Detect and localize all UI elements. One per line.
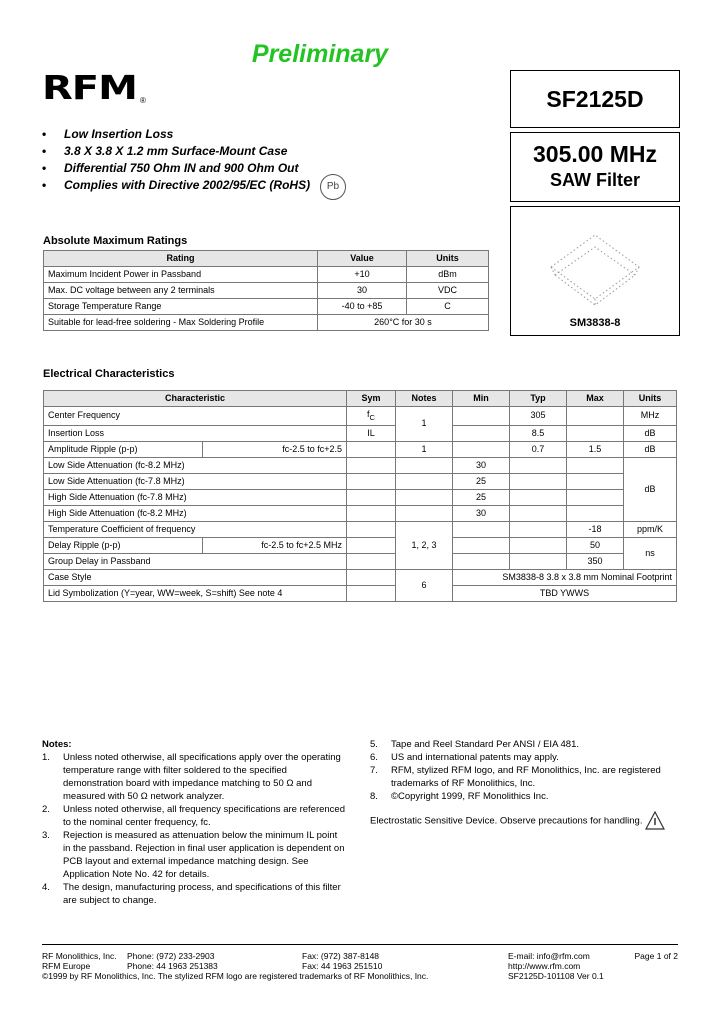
table-cell xyxy=(347,537,396,553)
table-cell: Amplitude Ripple (p-p) xyxy=(44,441,203,457)
table-cell xyxy=(453,553,510,569)
table-cell: ppm/K xyxy=(624,521,677,537)
table-cell: dBm xyxy=(407,267,489,283)
table-cell: dB xyxy=(624,441,677,457)
preliminary-banner: Preliminary xyxy=(251,40,389,68)
symbol: f xyxy=(367,409,370,419)
col-header: Units xyxy=(407,251,489,267)
filter-type: SAW Filter xyxy=(549,170,640,190)
table-cell: 6 xyxy=(396,569,453,601)
rfm-logo: RFM xyxy=(42,69,137,108)
note-text: Rejection is measured as attenuation below the minimum IL point in the passband. Rejection in final user application is dependent on PCB layout and external impedance matching design. See Application Note No. 42 for details. xyxy=(63,830,345,880)
note-item xyxy=(42,803,347,829)
table-cell: 8.5 xyxy=(510,425,567,441)
footer-fax: Fax: 44 1963 251510 xyxy=(302,961,383,971)
table-row xyxy=(44,553,677,569)
symbol-sub: C xyxy=(369,412,375,422)
table-cell xyxy=(396,457,453,473)
table-cell: High Side Attenuation (fc-8.2 MHz) xyxy=(44,505,347,521)
table-header-row xyxy=(44,391,677,407)
table-cell: 50 xyxy=(567,537,624,553)
table-cell: -18 xyxy=(567,521,624,537)
table-cell: Center Frequency xyxy=(44,407,347,426)
note-text: Tape and Reel Standard Per ANSI / EIA 481. xyxy=(391,739,580,750)
notes-right xyxy=(370,738,670,803)
table-cell: 305 xyxy=(510,407,567,426)
table-cell xyxy=(347,505,396,521)
footer-row xyxy=(42,961,678,971)
notes-left xyxy=(42,738,347,907)
esd-text: Electrostatic Sensitive Device. Observe precautions for handling. xyxy=(370,815,643,827)
table-row xyxy=(44,283,489,299)
table-cell xyxy=(347,407,396,426)
table-cell: 30 xyxy=(453,457,510,473)
table-row xyxy=(44,425,677,441)
col-header: Units xyxy=(624,391,677,407)
table-cell: High Side Attenuation (fc-7.8 MHz) xyxy=(44,489,347,505)
table-row xyxy=(44,489,677,505)
table-cell: 350 xyxy=(567,553,624,569)
table-cell xyxy=(567,489,624,505)
note-number: 7. xyxy=(370,765,378,776)
table-cell xyxy=(510,537,567,553)
table-cell: Low Side Attenuation (fc-8.2 MHz) xyxy=(44,457,347,473)
table-cell: fc-2.5 to fc+2.5 MHz xyxy=(202,537,346,553)
table-row xyxy=(44,267,489,283)
note-number: 4. xyxy=(42,882,50,893)
note-number: 1. xyxy=(42,752,50,763)
table-cell: fc-2.5 to fc+2.5 xyxy=(202,441,346,457)
table-cell: dB xyxy=(624,425,677,441)
table-cell: IL xyxy=(347,425,396,441)
note-text: RFM, stylized RFM logo, and RF Monolithics, Inc. are registered trademarks of RF Monolithics, Inc. xyxy=(391,765,661,789)
table-cell: MHz xyxy=(624,407,677,426)
table-cell xyxy=(347,457,396,473)
table-cell: Delay Ripple (p-p) xyxy=(44,537,203,553)
esd-warning xyxy=(370,811,665,831)
note-number: 2. xyxy=(42,804,50,815)
part-number-box xyxy=(510,70,680,128)
footer-fax: Fax: (972) 387-8148 xyxy=(302,951,380,961)
package-label: SM3838-8 xyxy=(569,317,621,329)
footer-company: RFM Europe xyxy=(42,961,91,971)
table-cell: 30 xyxy=(453,505,510,521)
table-cell: ns xyxy=(624,537,677,569)
table-cell: VDC xyxy=(407,283,489,299)
table-cell xyxy=(453,441,510,457)
table-row xyxy=(44,537,677,553)
feature-list xyxy=(42,126,310,194)
table-cell xyxy=(567,473,624,489)
table-cell: SM3838-8 3.8 x 3.8 mm Nominal Footprint xyxy=(453,569,677,585)
table-cell: 1, 2, 3 xyxy=(396,521,453,569)
note-text: Unless noted otherwise, all specifications apply over the operating temperature range with filter soldered to the specified demonstration board with impedance matching to 50 Ω and measured with 50 Ω network analyzer. xyxy=(63,752,341,802)
table-cell xyxy=(567,457,624,473)
table-row xyxy=(44,521,677,537)
note-text: ©Copyright 1999, RF Monolithics Inc. xyxy=(391,791,549,802)
table-cell: Case Style xyxy=(44,569,347,585)
footer-copyright: ©1999 by RF Monolithics, Inc. The stylized RFM logo are registered trademarks of RF Monolithics, Inc. xyxy=(42,971,429,981)
note-number: 5. xyxy=(370,739,378,750)
table-cell xyxy=(347,521,396,537)
note-item xyxy=(370,738,670,751)
note-number: 3. xyxy=(42,830,50,841)
abs-max-table xyxy=(43,250,489,331)
table-cell: +10 xyxy=(318,267,407,283)
elec-table xyxy=(43,390,677,602)
table-cell xyxy=(453,537,510,553)
table-cell xyxy=(347,553,396,569)
table-cell: 260°C for 30 s xyxy=(318,315,489,331)
table-cell xyxy=(510,505,567,521)
package-box xyxy=(510,206,680,336)
table-cell: Group Delay in Passband xyxy=(44,553,347,569)
table-cell xyxy=(396,473,453,489)
note-text: US and international patents may apply. xyxy=(391,752,559,763)
footer-web-link[interactable]: http://www.rfm.com xyxy=(508,961,581,971)
table-cell xyxy=(396,505,453,521)
table-cell: Maximum Incident Power in Passband xyxy=(44,267,318,283)
footer-divider xyxy=(42,944,678,945)
footer-company: RF Monolithics, Inc. xyxy=(42,951,117,961)
table-cell: Temperature Coefficient of frequency xyxy=(44,521,347,537)
footer-phone: Phone: (972) 233-2903 xyxy=(127,951,215,961)
note-number: 8. xyxy=(370,791,378,802)
col-header: Value xyxy=(318,251,407,267)
feature-item: • Low Insertion Loss xyxy=(42,126,310,143)
note-item xyxy=(42,751,347,803)
frequency: 305.00 MHz xyxy=(532,141,657,167)
table-cell xyxy=(347,489,396,505)
table-cell xyxy=(453,521,510,537)
table-cell: Lid Symbolization (Y=year, WW=week, S=shift) See note 4 xyxy=(44,585,347,601)
table-cell xyxy=(567,425,624,441)
col-header: Characteristic xyxy=(44,391,347,407)
table-cell xyxy=(567,505,624,521)
table-cell xyxy=(347,585,396,601)
esd-hand-icon xyxy=(645,811,665,831)
table-cell xyxy=(567,407,624,426)
table-cell: -40 to +85 xyxy=(318,299,407,315)
table-cell: Low Side Attenuation (fc-7.8 MHz) xyxy=(44,473,347,489)
note-text: Unless noted otherwise, all frequency specifications are referenced to the nominal center frequency, fc. xyxy=(63,804,345,828)
table-cell xyxy=(347,473,396,489)
abs-max-title: Absolute Maximum Ratings xyxy=(43,235,188,247)
table-row xyxy=(44,473,677,489)
table-cell: 1 xyxy=(396,407,453,442)
registered-mark: ® xyxy=(140,96,146,105)
col-header: Sym xyxy=(347,391,396,407)
col-header: Rating xyxy=(44,251,318,267)
footer-doc-version: SF2125D-101108 Ver 0.1 xyxy=(508,971,604,981)
footer-row xyxy=(42,971,678,981)
table-row xyxy=(44,569,677,585)
note-item xyxy=(370,764,670,790)
elec-title: Electrical Characteristics xyxy=(43,368,175,380)
note-item xyxy=(370,790,670,803)
table-row xyxy=(44,585,677,601)
table-header-row xyxy=(44,251,489,267)
table-cell xyxy=(396,489,453,505)
table-cell xyxy=(347,569,396,585)
col-header: Typ xyxy=(510,391,567,407)
footer-blank xyxy=(634,961,678,971)
table-cell: 30 xyxy=(318,283,407,299)
table-cell xyxy=(453,407,510,426)
note-text: The design, manufacturing process, and specifications of this filter are subject to change. xyxy=(63,882,341,906)
table-cell: C xyxy=(407,299,489,315)
table-cell xyxy=(510,473,567,489)
table-row xyxy=(44,441,677,457)
table-cell: Storage Temperature Range xyxy=(44,299,318,315)
note-number: 6. xyxy=(370,752,378,763)
table-row xyxy=(44,315,489,331)
table-cell xyxy=(510,521,567,537)
feature-item: • Differential 750 Ohm IN and 900 Ohm Out xyxy=(42,160,310,177)
footer-row xyxy=(42,951,678,961)
page-number: Page 1 of 2 xyxy=(634,951,678,961)
table-cell: 0.7 xyxy=(510,441,567,457)
feature-item: • Complies with Directive 2002/95/EC (RoHS) xyxy=(42,177,310,194)
table-cell: dB xyxy=(624,457,677,521)
note-item xyxy=(42,881,347,907)
frequency-box xyxy=(510,132,680,202)
footer-phone: Phone: 44 1963 251383 xyxy=(127,961,218,971)
note-item xyxy=(42,829,347,881)
table-cell: 25 xyxy=(453,489,510,505)
table-cell: 1.5 xyxy=(567,441,624,457)
table-row xyxy=(44,407,677,426)
table-row xyxy=(44,457,677,473)
col-header: Notes xyxy=(396,391,453,407)
table-cell: Suitable for lead-free soldering - Max Soldering Profile xyxy=(44,315,318,331)
note-item xyxy=(370,751,670,764)
table-cell xyxy=(453,425,510,441)
col-header: Max xyxy=(567,391,624,407)
table-cell: TBD YWWS xyxy=(453,585,677,601)
table-cell: 25 xyxy=(453,473,510,489)
table-cell: Max. DC voltage between any 2 terminals xyxy=(44,283,318,299)
table-cell: 1 xyxy=(396,441,453,457)
col-header: Min xyxy=(453,391,510,407)
table-cell xyxy=(510,553,567,569)
footer xyxy=(42,951,678,981)
pb-free-icon: Pb xyxy=(320,174,346,200)
table-cell xyxy=(347,441,396,457)
table-cell xyxy=(510,457,567,473)
table-row xyxy=(44,299,489,315)
notes-title: Notes: xyxy=(42,739,72,750)
feature-item: • 3.8 X 3.8 X 1.2 mm Surface-Mount Case xyxy=(42,143,310,160)
part-number: SF2125D xyxy=(546,86,644,112)
table-cell xyxy=(510,489,567,505)
package-drawing-icon xyxy=(511,217,677,317)
footer-email-link[interactable]: E-mail: info@rfm.com xyxy=(508,951,590,961)
table-cell: Insertion Loss xyxy=(44,425,347,441)
table-row xyxy=(44,505,677,521)
